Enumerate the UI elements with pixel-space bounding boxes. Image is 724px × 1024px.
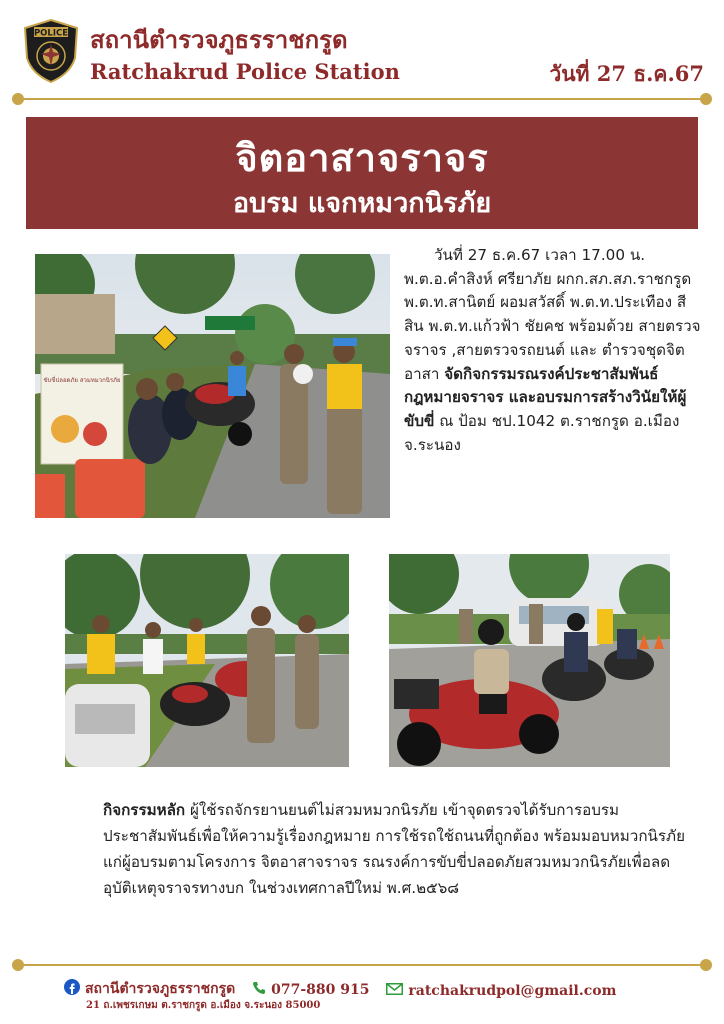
banner-title: จิตอาสาจราจร xyxy=(235,136,489,180)
title-banner xyxy=(26,117,698,229)
main-activity-label: กิจกรรมหลัก xyxy=(103,801,186,819)
footer-address: 21 ถ.เพชรเกษม ต.ราชกรูด อ.เมือง จ.ระนอง 85000 xyxy=(86,1000,321,1011)
facebook-page-name: สถานีตำรวจภูธรราชกรูด xyxy=(85,981,236,997)
photo-sign-text: ขับขี่ปลอดภัย สวมหมวกนิรภัย xyxy=(43,377,121,384)
divider-dot-right xyxy=(700,93,712,105)
footer-contact xyxy=(64,978,628,1000)
phone-icon xyxy=(252,981,266,999)
checkpoint-photo-2 xyxy=(65,554,349,767)
footer-phone[interactable] xyxy=(252,981,369,999)
footer-dot-right xyxy=(700,959,712,971)
event-description-location: ณ ป้อม ชป.1042 ต.ราชกรูด อ.เมือง จ.ระนอง xyxy=(404,411,680,454)
footer-facebook[interactable] xyxy=(64,978,235,1000)
station-name-english: Ratchakrud Police Station xyxy=(90,59,400,84)
police-badge-logo xyxy=(22,18,80,84)
main-activity-text: ผู้ใช้รถจักรยานยนต์ไม่สวมหมวกนิรภัย เข้าจุดตรวจได้รับการอบรมประชาสัมพันธ์เพื่อให้ความรู้เรื่องกฎหมาย การใช้รถใช้ถนนที่ถูกต้อง พร้อมมอบหมวกนิรภัยแก่ผู้อบรมตามโครงการ จิตอาสาจราจร รณรงค์การขับขี่ปลอดภัยสวมหมวกนิรภัยเพื่อลดอุบัติเหตุจราจรทางบก ในช่วงเทศกาลปีใหม่ พ.ศ.๒๕๖๘ xyxy=(103,801,685,897)
header-divider xyxy=(18,98,706,100)
footer-dot-left xyxy=(12,959,24,971)
footer-email[interactable] xyxy=(386,983,616,999)
event-description xyxy=(404,244,704,457)
phone-number: 077-880 915 xyxy=(271,982,370,998)
divider-dot-left xyxy=(12,93,24,105)
event-description-highlight: จัดกิจกรรมรณรงค์ประชาสัมพันธ์ กฎหมายจราจร และอบรมการสร้างวินัยให้ผู้ขับขี่ xyxy=(404,364,687,430)
email-address: ratchakrudpol@gmail.com xyxy=(408,983,617,999)
checkpoint-photo-3 xyxy=(389,554,670,767)
main-activity-description xyxy=(103,797,693,901)
email-icon xyxy=(386,983,403,999)
footer-divider xyxy=(18,964,706,966)
banner-subtitle: อบรม แจกหมวกนิรภัย xyxy=(232,188,492,219)
logo-text: POLICE xyxy=(33,28,69,39)
header-date: วันที่ 27 ธ.ค.67 xyxy=(549,61,704,86)
facebook-icon xyxy=(64,979,80,999)
station-name-thai: สถานีตำรวจภูธรราชกรูด xyxy=(90,25,348,54)
event-description-text: วันที่ 27 ธ.ค.67 เวลา 17.00 น. พ.ต.อ.คำสิงห์ ศรียาภัย ผกก.สภ.สภ.ราชกรูด พ.ต.ท.สานิตย์ ผอมสวัสดิ์ พ.ต.ท.ประเทือง สีสิน พ.ต.ท.แก้วฟ้า ชัยคช พร้อมด้วย สายตรวจจราจร ,สายตรวจรถยนต์ และ ตำรวจชุดจิตอาสา xyxy=(404,246,701,383)
checkpoint-photo-1 xyxy=(35,254,390,518)
